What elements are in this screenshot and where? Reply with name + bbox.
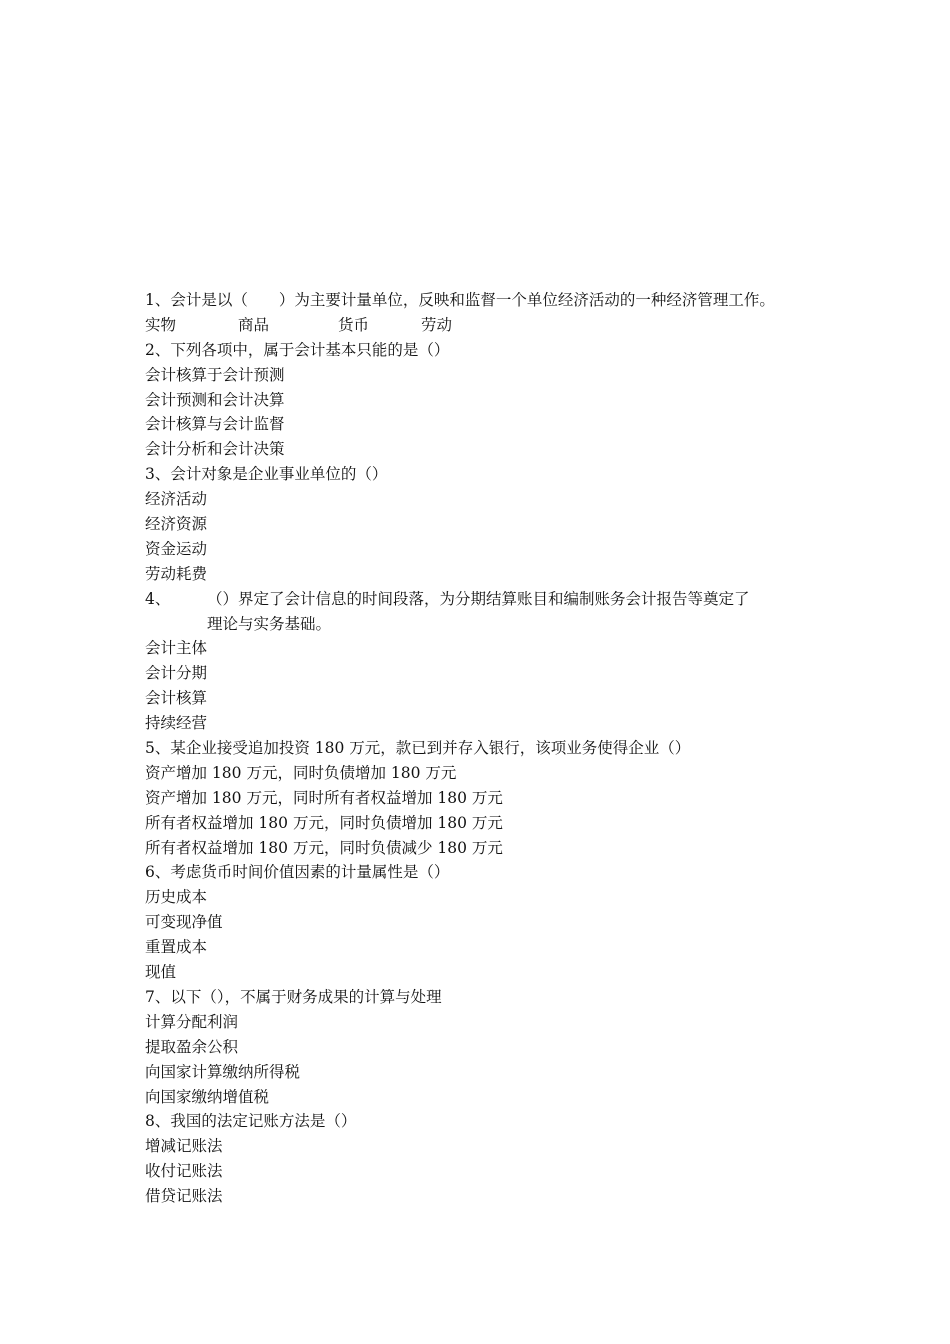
option-text: 现值 [145,963,177,982]
option-text: 重置成本 [145,938,208,957]
question-3-stem: 3、会计对象是企业事业单位的（） [145,465,388,484]
option-text: 货币 [338,315,370,334]
question-4-text: （）界定了会计信息的时间段落，为分期结算账目和编制账务会计报告等奠定了 [207,589,750,608]
option-text: 会计核算 [145,689,208,708]
option-text: 收付记账法 [145,1162,223,1181]
option-text: 经济资源 [145,515,208,534]
question-6-stem: 6、考虑货币时间价值因素的计量属性是（） [145,863,450,882]
option-text: 计算分配利润 [145,1012,239,1031]
question-list [145,288,845,1209]
option-text: 会计核算于会计预测 [145,365,285,384]
question-5-stem: 5、某企业接受追加投资 180 万元，款已到并存入银行，该项业务使得企业（） [145,739,691,758]
question-4-stem-continued: 理论与实务基础。 [207,614,332,633]
option-text: 商品 [238,315,270,334]
question-1-options [145,313,845,338]
question-8-stem: 8、我国的法定记账方法是（） [145,1112,357,1131]
option-text: 会计主体 [145,639,208,658]
option-text: 经济活动 [145,490,208,509]
option-text: 可变现净值 [145,913,223,932]
option-text: 会计核算与会计监督 [145,415,285,434]
option-text: 劳动耗费 [145,564,208,583]
option-text: 实物 [145,315,177,334]
option-text: 资产增加 180 万元，同时负债增加 180 万元 [145,763,457,782]
option-text: 会计分析和会计决策 [145,440,285,459]
option-text: 劳动 [421,315,453,334]
option-text: 提取盈余公积 [145,1037,239,1056]
question-4-stem [145,587,845,612]
option-text: 所有者权益增加 180 万元，同时负债增加 180 万元 [145,813,503,832]
option-text: 借贷记账法 [145,1187,223,1206]
option-text: 历史成本 [145,888,208,907]
option-text: 会计预测和会计决算 [145,390,285,409]
option-text: 所有者权益增加 180 万元，同时负债减少 180 万元 [145,838,503,857]
question-4-number: 4、 [145,589,171,608]
option-text: 向国家缴纳增值税 [145,1087,270,1106]
question-7-stem: 7、以下（），不属于财务成果的计算与处理 [145,987,442,1006]
option-text: 资金运动 [145,539,208,558]
option-text: 会计分期 [145,664,208,683]
option-text: 向国家计算缴纳所得税 [145,1062,301,1081]
question-1-stem: 1、会计是以（ ）为主要计量单位，反映和监督一个单位经济活动的一种经济管理工作。 [145,291,775,309]
question-2-stem: 2、下列各项中，属于会计基本只能的是（） [145,340,450,359]
option-text: 增减记账法 [145,1137,223,1156]
option-text: 持续经营 [145,714,208,733]
option-text: 资产增加 180 万元，同时所有者权益增加 180 万元 [145,788,503,807]
